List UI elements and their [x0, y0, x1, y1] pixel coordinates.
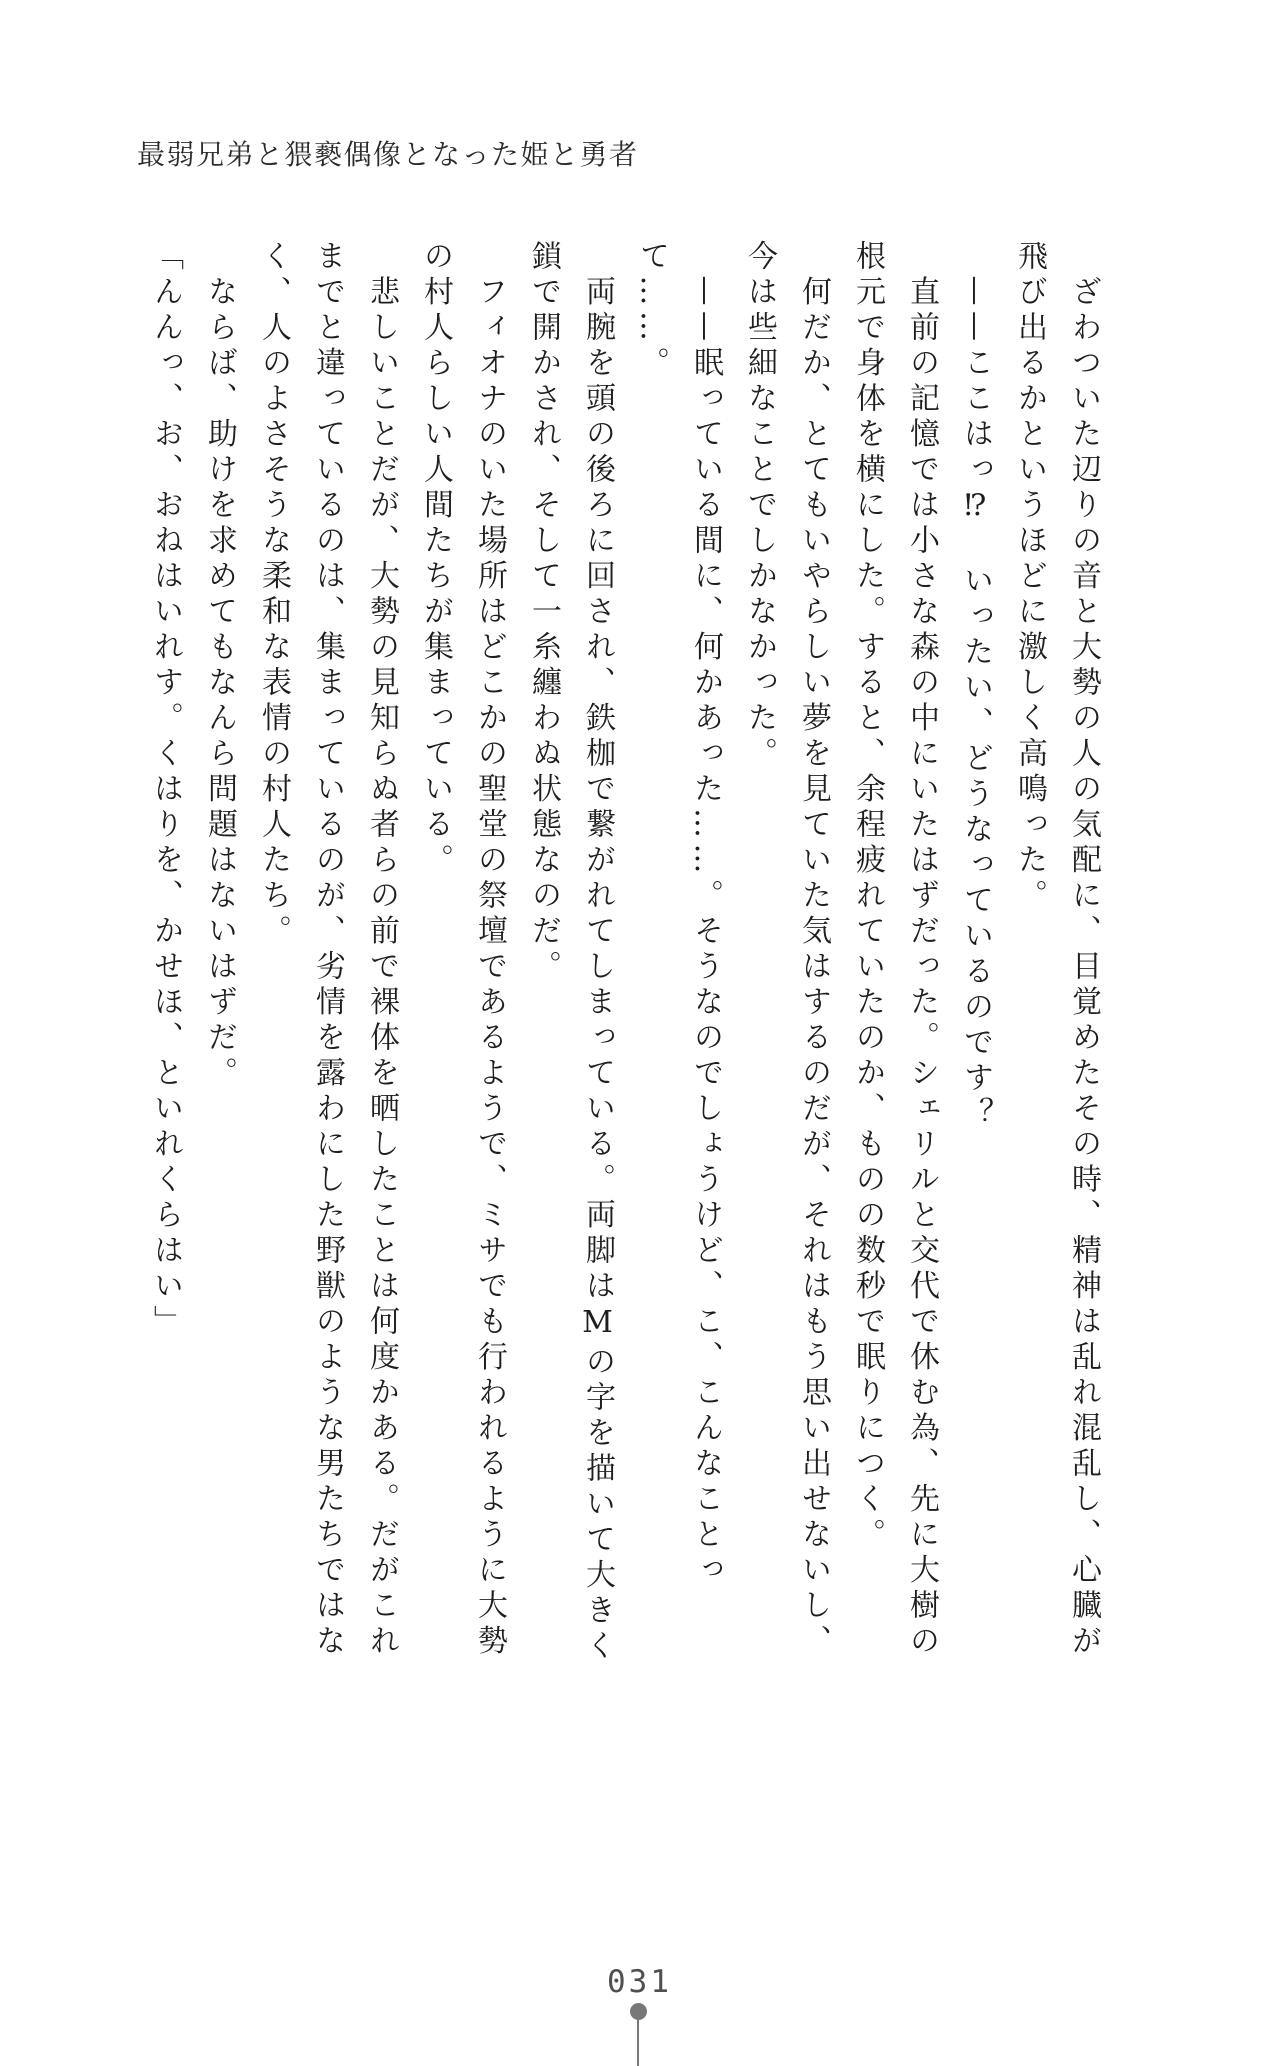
page-number: 031 [607, 1964, 672, 2000]
paragraph: ならば、助けを求めてもなんら問題はないはずだ。 [202, 240, 237, 1092]
paragraph: フィオナのいた場所はどこかの聖堂の祭壇であるようで、ミサでも行われるように大勢の村人らしい人間たちが集まっている。 [418, 240, 507, 1660]
running-title: 最弱兄弟と猥褻偶像となった姫と勇者 [137, 138, 639, 171]
paragraph: 何だか、とてもいやらしい夢を見ていた気はするのだが、それはもう思い出せないし、今は些細なことでしかなかった。 [742, 240, 831, 1660]
paragraph: ——眠っている間に、何かあった……。そうなのでしょうけど、こ、こんなことって……。 [634, 240, 723, 1589]
paragraph: 「んんっ、お、おねはいれす。くはりを、かせほ、といれくらはい」 [148, 240, 183, 1341]
paragraph: ——ここはっ⁉ いったい、どうなっているのです？ [958, 240, 993, 1133]
footer-stem-line [637, 2017, 639, 2066]
paragraph: 悲しいことだが、大勢の見知らぬ者らの前で裸体を晒したことは何度かある。だがこれまでと違っているのは、集まっているのが、劣情を露わにした野獣のような男たちではなく、人のよさそうな柔和な表情の村人たち。 [256, 240, 399, 1660]
paragraph: ざわついた辺りの音と大勢の人の気配に、目覚めたその時、精神は乱れ混乱し、心臓が飛び出るかというほどに激しく高鳴った。 [1012, 240, 1101, 1660]
body-text [138, 240, 1110, 1670]
paragraph: 両腕を頭の後ろに回され、鉄枷で繋がれてしまっている。両脚はMの字を描いて大きく鎖で開かされ、そして一糸纏わぬ状態なのだ。 [526, 240, 615, 1665]
paragraph: 直前の記憶では小さな森の中にいたはずだった。シェリルと交代で休む為、先に大樹の根元で身体を横にした。すると、余程疲れていたのか、ものの数秒で眠りにつく。 [850, 240, 939, 1660]
